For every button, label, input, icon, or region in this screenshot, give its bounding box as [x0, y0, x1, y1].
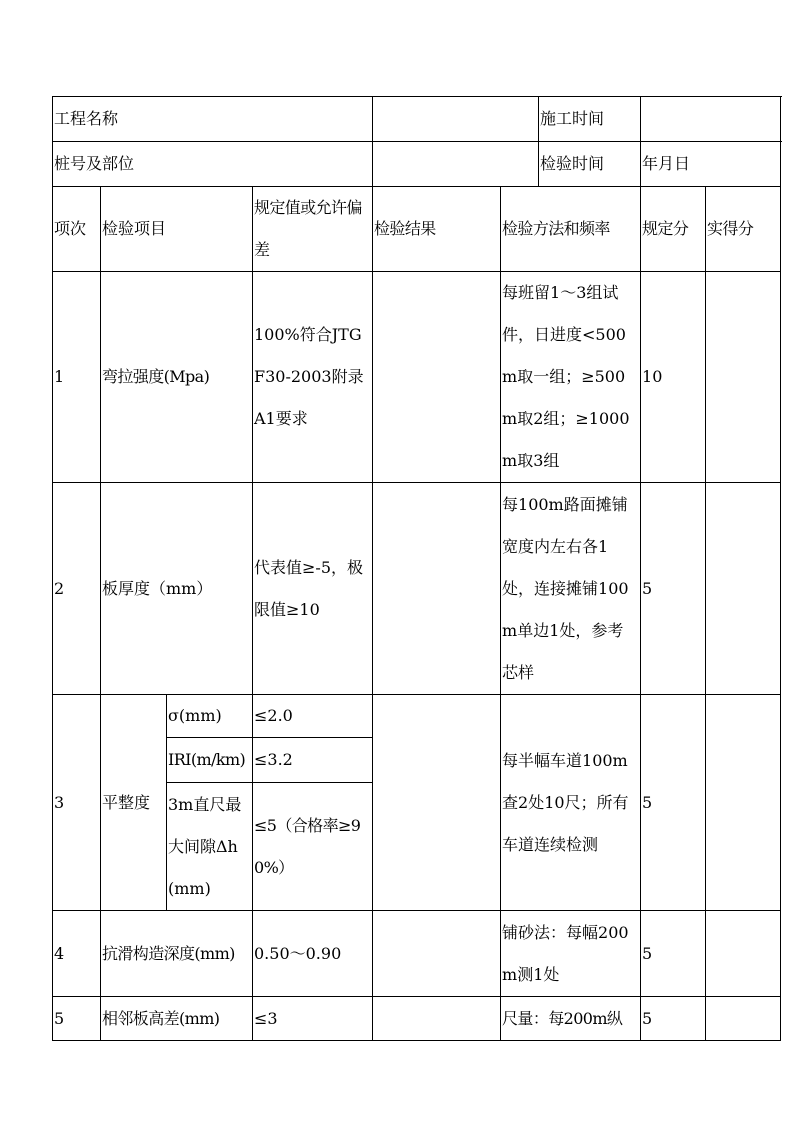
spec-value: ≤3.2: [253, 738, 373, 783]
spec-value: ≤5（合格率≥90%）: [253, 783, 373, 911]
actual-score: [706, 997, 781, 1041]
score-value: 5: [641, 911, 706, 997]
inspection-table: [52, 96, 781, 1041]
column-header-row: [53, 187, 781, 272]
inspection-item: 板厚度（mm）: [101, 483, 253, 695]
inspection-method: 铺砂法：每幅200m测1处: [501, 911, 641, 997]
station-label: 桩号及部位: [53, 142, 373, 187]
actual-score: [706, 911, 781, 997]
table-row: [53, 997, 781, 1041]
inspection-result: [373, 695, 501, 911]
column-header: 项次: [53, 187, 101, 272]
header-row-station: [53, 142, 781, 187]
construction-time-value: [641, 97, 781, 142]
actual-score: [706, 695, 781, 911]
inspection-time-value: 年月日: [641, 142, 781, 187]
inspection-item: 弯拉强度(Mpa): [101, 272, 253, 483]
inspection-result: [373, 911, 501, 997]
table-row: [53, 272, 781, 483]
row-number: 1: [53, 272, 101, 483]
spec-value: ≤2.0: [253, 695, 373, 738]
spec-value: 100%符合JTGF30-2003附录A1要求: [253, 272, 373, 483]
actual-score: [706, 483, 781, 695]
header-row-project: [53, 97, 781, 142]
inspection-method: 尺量：每200m纵: [501, 997, 641, 1041]
table-row: [53, 695, 781, 738]
construction-time-label: 施工时间: [539, 97, 641, 142]
row-number: 2: [53, 483, 101, 695]
spec-value: 代表值≥-5，极限值≥10: [253, 483, 373, 695]
inspection-result: [373, 483, 501, 695]
row-number: 4: [53, 911, 101, 997]
sub-item-name: IRI(m/km): [167, 738, 253, 783]
inspection-method: 每半幅车道100m查2处10尺；所有车道连续检测: [501, 695, 641, 911]
project-name-value: [373, 97, 539, 142]
table-row: [53, 483, 781, 695]
spec-value: ≤3: [253, 997, 373, 1041]
column-header: 规定分: [641, 187, 706, 272]
inspection-time-label: 检验时间: [539, 142, 641, 187]
column-header: 检验结果: [373, 187, 501, 272]
actual-score: [706, 272, 781, 483]
sub-item-name: 3m直尺最大间隙Δh(mm): [167, 783, 253, 911]
inspection-result: [373, 997, 501, 1041]
row-number: 3: [53, 695, 101, 911]
project-name-label: 工程名称: [53, 97, 373, 142]
sub-item-name: σ(mm): [167, 695, 253, 738]
score-value: 10: [641, 272, 706, 483]
column-header: 规定值或允许偏差: [253, 187, 373, 272]
score-value: 5: [641, 997, 706, 1041]
inspection-method: 每班留1～3组试件，日进度<500m取一组；≥500m取2组；≥1000m取3组: [501, 272, 641, 483]
inspection-item: 平整度: [101, 695, 167, 911]
score-value: 5: [641, 483, 706, 695]
station-value: [373, 142, 539, 187]
inspection-item: 抗滑构造深度(mm): [101, 911, 253, 997]
inspection-method: 每100m路面摊铺宽度内左右各1处，连接摊铺100m单边1处，参考芯样: [501, 483, 641, 695]
table-row: [53, 911, 781, 997]
row-number: 5: [53, 997, 101, 1041]
inspection-item: 相邻板高差(mm): [101, 997, 253, 1041]
column-header: 检验项目: [101, 187, 253, 272]
score-value: 5: [641, 695, 706, 911]
column-header: 实得分: [706, 187, 781, 272]
column-header: 检验方法和频率: [501, 187, 641, 272]
spec-value: 0.50～0.90: [253, 911, 373, 997]
inspection-result: [373, 272, 501, 483]
